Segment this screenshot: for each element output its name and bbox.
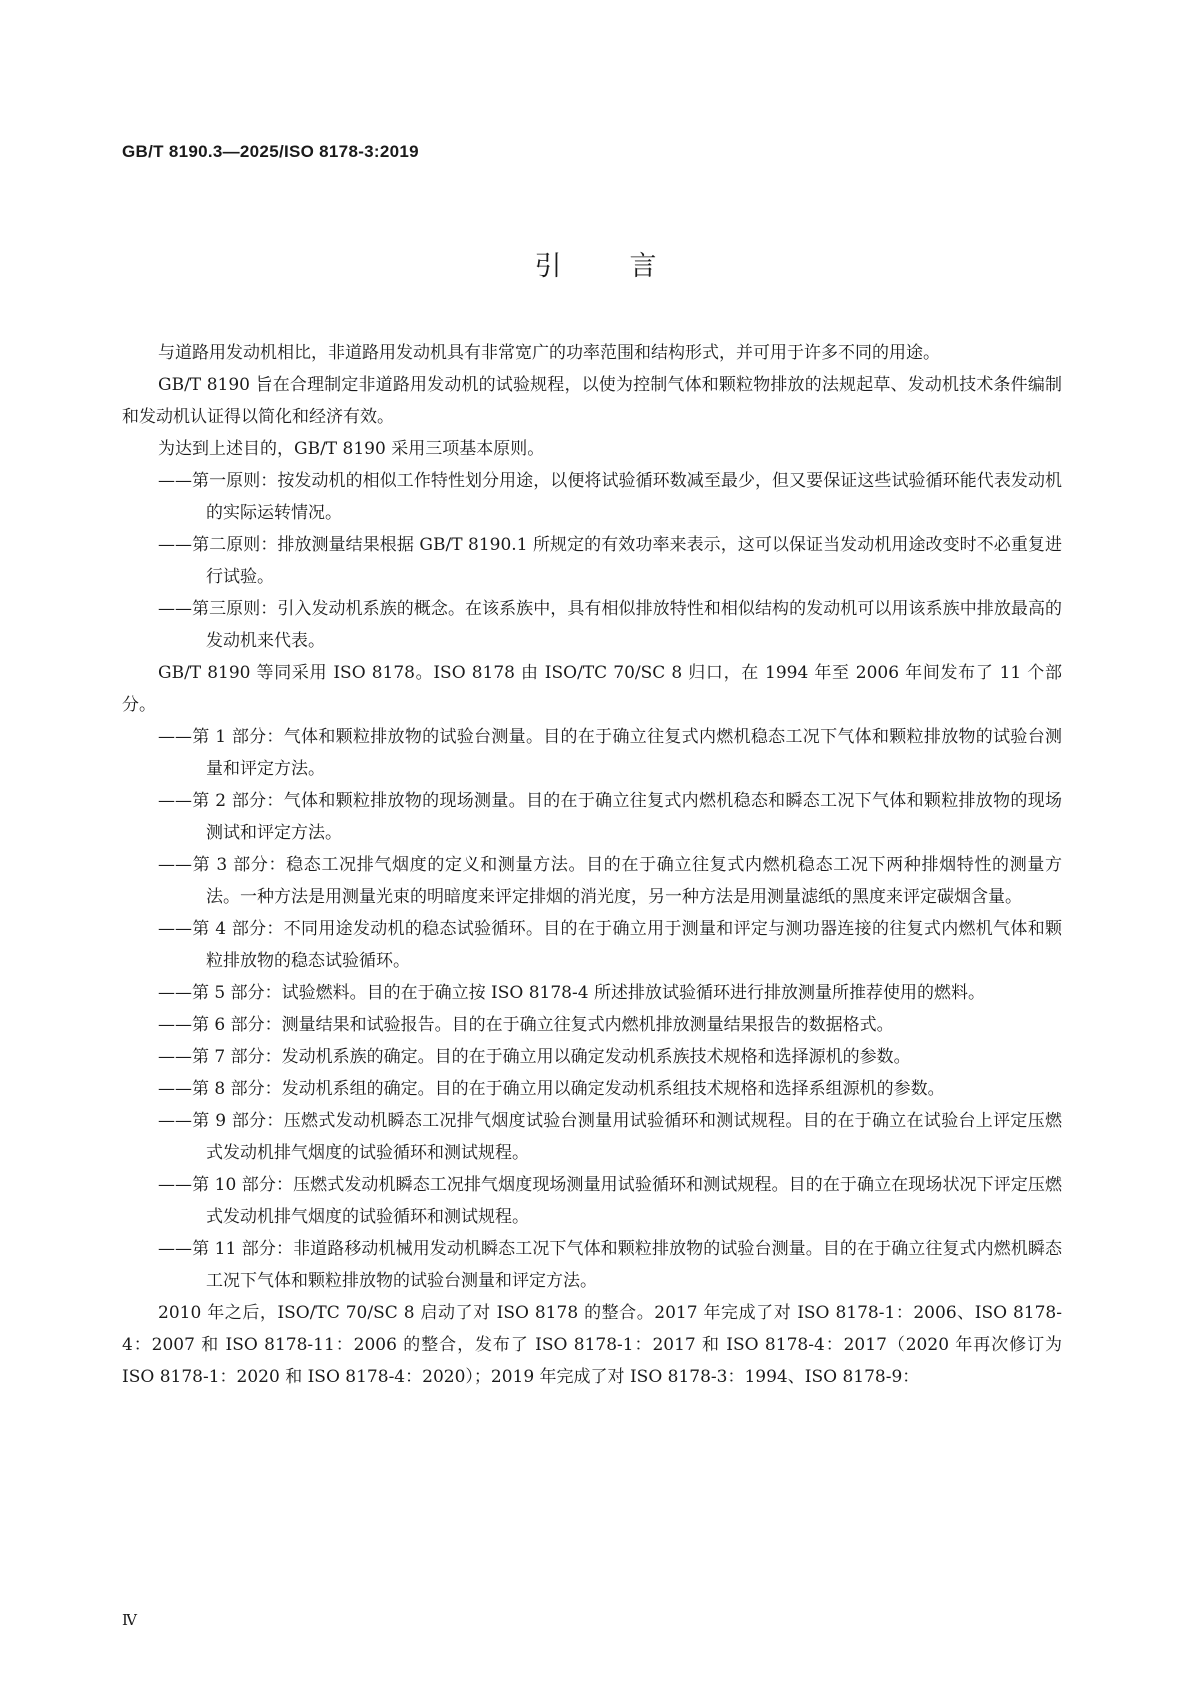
section-title: 引言 [534, 251, 725, 282]
part-item: ——第 7 部分：发动机系族的确定。目的在于确立用以确定发动机系族技术规格和选择源机的参数。 [158, 1047, 911, 1067]
part-item: ——第 3 部分：稳态工况排气烟度的定义和测量方法。目的在于确立往复式内燃机稳态工况下两种排烟特性的测量方法。一种方法是用测量光束的明暗度来评定排烟的消光度，另一种方法是用测量滤纸的黑度来评定碳烟含量。 [158, 855, 1062, 907]
body-paragraph: 与道路用发动机相比，非道路用发动机具有非常宽广的功率范围和结构形式，并可用于许多不同的用途。 [158, 343, 940, 363]
body-paragraph: GB/T 8190 旨在合理制定非道路用发动机的试验规程，以使为控制气体和颗粒物排放的法规起草、发动机技术条件编制和发动机认证得以简化和经济有效。 [122, 375, 1062, 427]
part-item: ——第 9 部分：压燃式发动机瞬态工况排气烟度试验台测量用试验循环和测试规程。目的在于确立在试验台上评定压燃式发动机排气烟度的试验循环和测试规程。 [158, 1111, 1062, 1163]
body-paragraph: 2010 年之后，ISO/TC 70/SC 8 启动了对 ISO 8178 的整合。2017 年完成了对 ISO 8178-1：2006、ISO 8178-4：2007 和 ISO 8178-11：2006 的整合，发布了 ISO 8178-1：2017 和 ISO 8178-4：2017（2020 年再次修订为 ISO 8178-1：2020 和 ISO 8178-4：2020）；2019 年完成了对 ISO 8178-3：1994、ISO 8178-9： [122, 1303, 1062, 1387]
part-item: ——第 5 部分：试验燃料。目的在于确立按 ISO 8178-4 所述排放试验循环进行排放测量所推荐使用的燃料。 [158, 983, 985, 1003]
principle-item: ——第三原则：引入发动机系族的概念。在该系族中，具有相似排放特性和相似结构的发动机可以用该系族中排放最高的发动机来代表。 [158, 599, 1062, 651]
part-item: ——第 8 部分：发动机系组的确定。目的在于确立用以确定发动机系组技术规格和选择系组源机的参数。 [158, 1079, 945, 1099]
body-paragraph: 为达到上述目的，GB/T 8190 采用三项基本原则。 [158, 439, 545, 459]
page-number: Ⅳ [122, 1611, 137, 1629]
principle-item: ——第二原则：排放测量结果根据 GB/T 8190.1 所规定的有效功率来表示，这可以保证当发动机用途改变时不必重复进行试验。 [158, 535, 1062, 587]
body-paragraph: GB/T 8190 等同采用 ISO 8178。ISO 8178 由 ISO/TC 70/SC 8 归口，在 1994 年至 2006 年间发布了 11 个部分。 [122, 663, 1062, 715]
document-header-id: GB/T 8190.3—2025/ISO 8178-3:2019 [122, 142, 419, 161]
part-item: ——第 2 部分：气体和颗粒排放物的现场测量。目的在于确立往复式内燃机稳态和瞬态工况下气体和颗粒排放物的现场测试和评定方法。 [158, 791, 1062, 843]
part-item: ——第 10 部分：压燃式发动机瞬态工况排气烟度现场测量用试验循环和测试规程。目的在于确立在现场状况下评定压燃式发动机排气烟度的试验循环和测试规程。 [158, 1175, 1062, 1227]
part-item: ——第 11 部分：非道路移动机械用发动机瞬态工况下气体和颗粒排放物的试验台测量。目的在于确立往复式内燃机瞬态工况下气体和颗粒排放物的试验台测量和评定方法。 [158, 1239, 1062, 1291]
part-item: ——第 1 部分：气体和颗粒排放物的试验台测量。目的在于确立往复式内燃机稳态工况下气体和颗粒排放物的试验台测量和评定方法。 [158, 727, 1062, 779]
part-item: ——第 6 部分：测量结果和试验报告。目的在于确立往复式内燃机排放测量结果报告的数据格式。 [158, 1015, 894, 1035]
document-body [122, 337, 1062, 1393]
principle-item: ——第一原则：按发动机的相似工作特性划分用途，以便将试验循环数减至最少，但又要保证这些试验循环能代表发动机的实际运转情况。 [158, 471, 1062, 523]
part-item: ——第 4 部分：不同用途发动机的稳态试验循环。目的在于确立用于测量和评定与测功器连接的往复式内燃机气体和颗粒排放物的稳态试验循环。 [158, 919, 1062, 971]
